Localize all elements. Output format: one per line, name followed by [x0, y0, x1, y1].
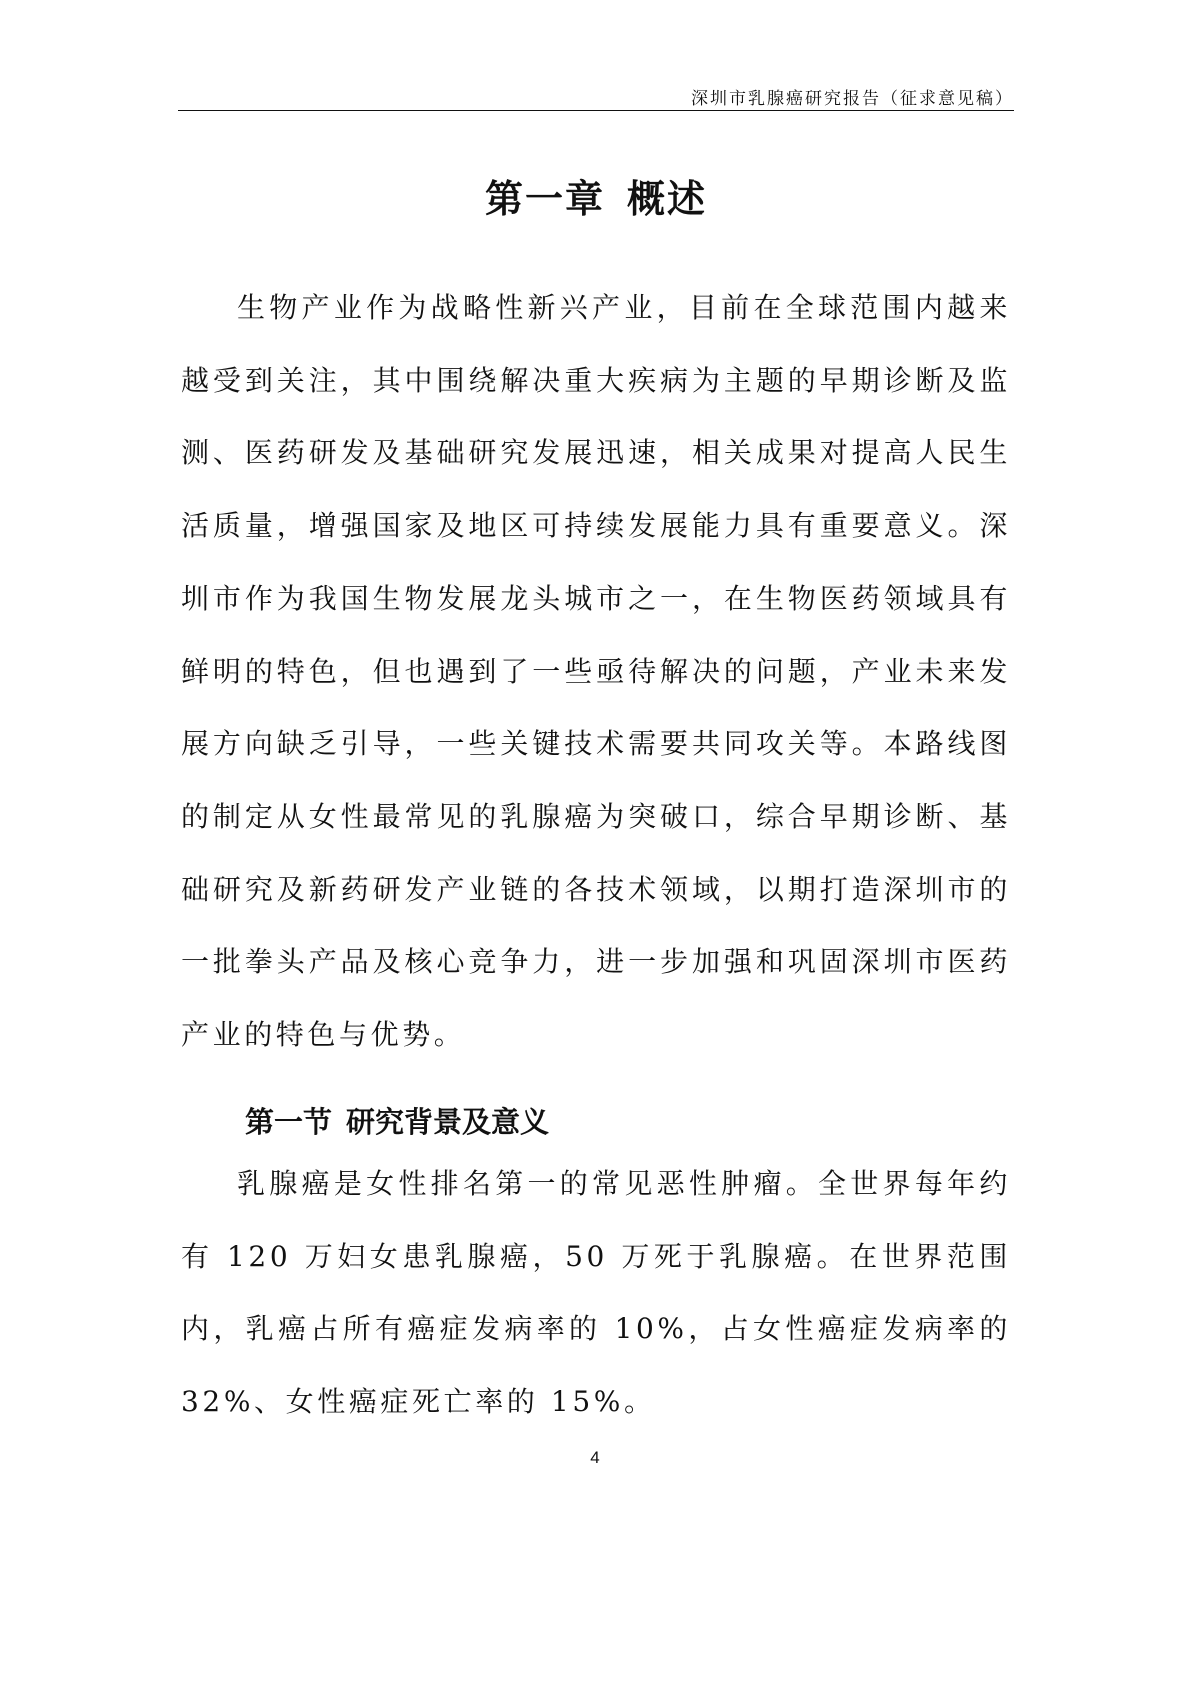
page-header	[178, 82, 1014, 111]
chapter-number: 第一章	[484, 177, 605, 221]
running-title: 深圳市乳腺癌研究报告（征求意见稿）	[691, 89, 1014, 109]
section-title	[245, 1100, 549, 1141]
background-paragraph: 乳腺癌是女性排名第一的常见恶性肿瘤。全世界每年约有 120 万妇女患乳腺癌，50 万死于乳腺癌。在世界范围内，乳癌占所有癌症发病率的 10%，占女性癌症发病率的 32%、女性癌症死亡率的 15%。	[181, 1167, 1011, 1419]
chapter-title	[178, 168, 1014, 223]
intro-paragraph: 生物产业作为战略性新兴产业，目前在全球范围内越来越受到关注，其中围绕解决重大疾病为主题的早期诊断及监测、医药研发及基础研究发展迅速，相关成果对提高人民生活质量，增强国家及地区可持续发展能力具有重要意义。深圳市作为我国生物发展龙头城市之一，在生物医药领域具有鲜明的特色，但也遇到了一些亟待解决的问题，产业未来发展方向缺乏引导，一些关键技术需要共同攻关等。本路线图的制定从女性最常见的乳腺癌为突破口，综合早期诊断、基础研究及新药研发产业链的各技术领域，以期打造深圳市的一批拳头产品及核心竞争力，进一步加强和巩固深圳市医药产业的特色与优势。	[181, 291, 1011, 1052]
page-number: 4	[590, 1448, 600, 1467]
chapter-name: 概述	[627, 177, 708, 221]
section-number: 第一节	[245, 1105, 333, 1139]
section-name: 研究背景及意义	[346, 1105, 550, 1139]
